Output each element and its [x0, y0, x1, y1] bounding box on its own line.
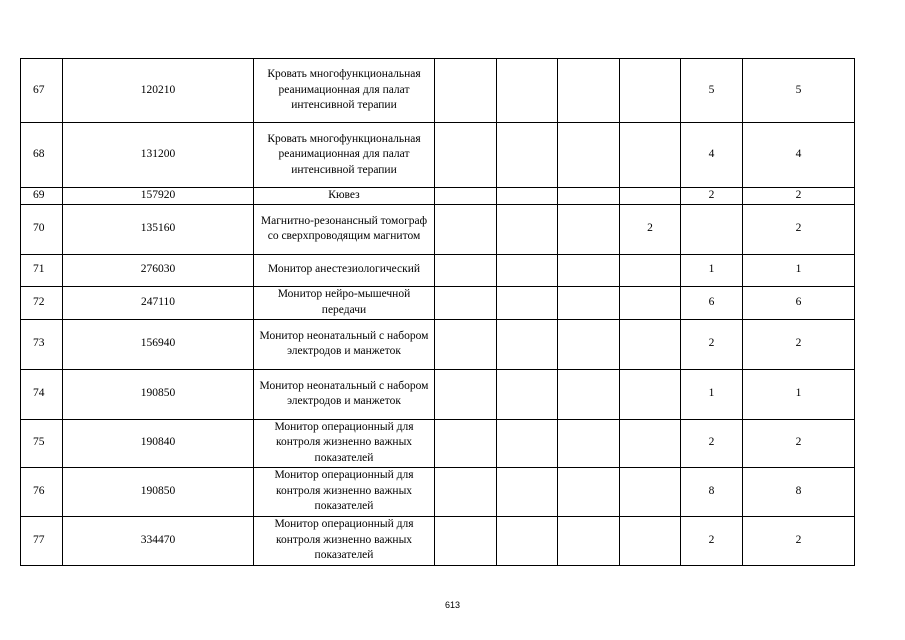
qty-col7-cell — [620, 123, 681, 188]
code-cell: 156940 — [63, 319, 254, 369]
total-cell: 8 — [743, 467, 855, 516]
qty-col8-cell: 1 — [681, 369, 743, 419]
code-cell: 190840 — [63, 419, 254, 467]
table-row — [21, 467, 855, 516]
code-cell: 276030 — [63, 254, 254, 286]
qty-col6-cell — [558, 254, 620, 286]
name-cell: Монитор нейро-мышечной передачи — [254, 286, 435, 319]
qty-col8-cell: 2 — [681, 516, 743, 565]
code-cell: 131200 — [63, 123, 254, 188]
qty-col5-cell — [497, 516, 558, 565]
total-cell: 1 — [743, 254, 855, 286]
code-cell: 247110 — [63, 286, 254, 319]
total-cell: 2 — [743, 319, 855, 369]
name-cell: Монитор операционный для контроля жизненно важных показателей — [254, 516, 435, 565]
qty-col5-cell — [497, 286, 558, 319]
qty-col8-cell: 2 — [681, 319, 743, 369]
qty-col6-cell — [558, 204, 620, 254]
name-cell: Кровать многофункциональная реанимационная для палат интенсивной терапии — [254, 59, 435, 123]
table-body — [21, 59, 855, 566]
code-cell: 157920 — [63, 188, 254, 205]
row-number-cell: 70 — [21, 204, 63, 254]
qty-col8-cell: 5 — [681, 59, 743, 123]
total-cell: 4 — [743, 123, 855, 188]
qty-col7-cell: 2 — [620, 204, 681, 254]
qty-col8-cell: 8 — [681, 467, 743, 516]
qty-col4-cell — [435, 254, 497, 286]
qty-col6-cell — [558, 188, 620, 205]
qty-col6-cell — [558, 419, 620, 467]
qty-col5-cell — [497, 467, 558, 516]
total-cell: 2 — [743, 204, 855, 254]
qty-col7-cell — [620, 286, 681, 319]
equipment-table — [20, 58, 855, 566]
name-cell: Монитор неонатальный с набором электродов и манжеток — [254, 319, 435, 369]
qty-col4-cell — [435, 59, 497, 123]
row-number-cell: 73 — [21, 319, 63, 369]
qty-col5-cell — [497, 319, 558, 369]
row-number-cell: 77 — [21, 516, 63, 565]
table-row — [21, 286, 855, 319]
qty-col8-cell: 4 — [681, 123, 743, 188]
qty-col6-cell — [558, 286, 620, 319]
qty-col8-cell: 1 — [681, 254, 743, 286]
row-number-cell: 67 — [21, 59, 63, 123]
table-row — [21, 123, 855, 188]
qty-col7-cell — [620, 369, 681, 419]
table-row — [21, 369, 855, 419]
code-cell: 190850 — [63, 369, 254, 419]
name-cell: Монитор анестезиологический — [254, 254, 435, 286]
name-cell: Кровать многофункциональная реанимационная для палат интенсивной терапии — [254, 123, 435, 188]
table-row — [21, 254, 855, 286]
table-row — [21, 59, 855, 123]
code-cell: 135160 — [63, 204, 254, 254]
name-cell: Монитор операционный для контроля жизненно важных показателей — [254, 467, 435, 516]
total-cell: 5 — [743, 59, 855, 123]
qty-col6-cell — [558, 59, 620, 123]
qty-col4-cell — [435, 369, 497, 419]
table-row — [21, 319, 855, 369]
qty-col4-cell — [435, 419, 497, 467]
name-cell: Монитор неонатальный с набором электродов и манжеток — [254, 369, 435, 419]
row-number-cell: 69 — [21, 188, 63, 205]
table-row — [21, 188, 855, 205]
qty-col6-cell — [558, 516, 620, 565]
qty-col7-cell — [620, 188, 681, 205]
qty-col7-cell — [620, 467, 681, 516]
qty-col7-cell — [620, 59, 681, 123]
qty-col4-cell — [435, 319, 497, 369]
total-cell: 2 — [743, 188, 855, 205]
qty-col6-cell — [558, 467, 620, 516]
qty-col5-cell — [497, 254, 558, 286]
qty-col6-cell — [558, 319, 620, 369]
code-cell: 190850 — [63, 467, 254, 516]
row-number-cell: 71 — [21, 254, 63, 286]
code-cell: 334470 — [63, 516, 254, 565]
total-cell: 1 — [743, 369, 855, 419]
row-number-cell: 68 — [21, 123, 63, 188]
name-cell: Монитор операционный для контроля жизненно важных показателей — [254, 419, 435, 467]
qty-col5-cell — [497, 59, 558, 123]
table-row — [21, 204, 855, 254]
qty-col5-cell — [497, 419, 558, 467]
qty-col4-cell — [435, 204, 497, 254]
table-row — [21, 516, 855, 565]
qty-col8-cell: 6 — [681, 286, 743, 319]
qty-col4-cell — [435, 188, 497, 205]
row-number-cell: 74 — [21, 369, 63, 419]
row-number-cell: 76 — [21, 467, 63, 516]
qty-col5-cell — [497, 204, 558, 254]
qty-col7-cell — [620, 319, 681, 369]
qty-col7-cell — [620, 516, 681, 565]
qty-col8-cell — [681, 204, 743, 254]
name-cell: Кювез — [254, 188, 435, 205]
qty-col4-cell — [435, 467, 497, 516]
row-number-cell: 72 — [21, 286, 63, 319]
name-cell: Магнитно-резонансный томограф со сверхпроводящим магнитом — [254, 204, 435, 254]
qty-col6-cell — [558, 123, 620, 188]
table-row — [21, 419, 855, 467]
total-cell: 2 — [743, 419, 855, 467]
total-cell: 2 — [743, 516, 855, 565]
page-number: 613 — [444, 600, 461, 610]
qty-col8-cell: 2 — [681, 419, 743, 467]
row-number-cell: 75 — [21, 419, 63, 467]
qty-col4-cell — [435, 516, 497, 565]
qty-col5-cell — [497, 369, 558, 419]
code-cell: 120210 — [63, 59, 254, 123]
qty-col5-cell — [497, 188, 558, 205]
total-cell: 6 — [743, 286, 855, 319]
qty-col7-cell — [620, 419, 681, 467]
qty-col4-cell — [435, 123, 497, 188]
qty-col8-cell: 2 — [681, 188, 743, 205]
qty-col7-cell — [620, 254, 681, 286]
qty-col5-cell — [497, 123, 558, 188]
qty-col6-cell — [558, 369, 620, 419]
qty-col4-cell — [435, 286, 497, 319]
